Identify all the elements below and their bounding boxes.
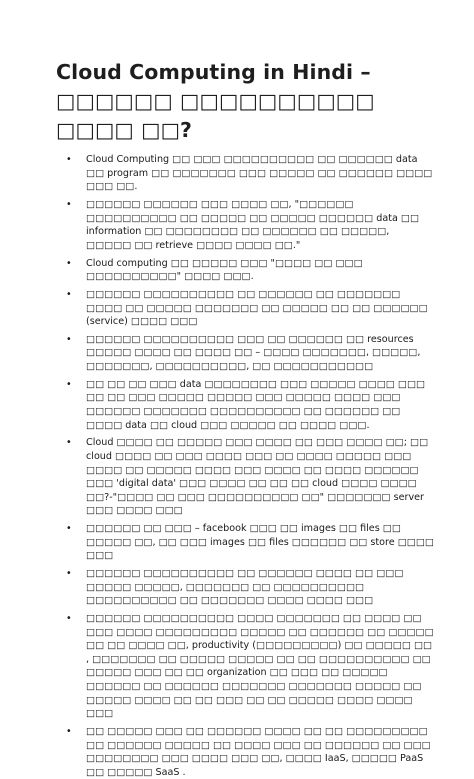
- list-item: • Cloud Computing □□ □□□ □□□□□□□□□□ □□ □□□□□□ data □□ program □□ □□□□□□□ □□□ □□□□□ □□ □□□□□□ □□□□ □□□ □□.: [86, 153, 436, 194]
- list-item: • □□□□□□ □□□□□□□□□□ □□□ □□ □□□□□□ □□ resources □□□□□ □□□□ □□ □□□□ □□ – □□□□ □□□□□□□, □□□□□, □□□□□□□, □□□□□□□□□□, □□ □□□□□□□□□□□: [86, 333, 436, 374]
- list-item: • Cloud computing □□ □□□□□ □□□ "□□□□ □□ □□□ □□□□□□□□□□" □□□□ □□□.: [86, 257, 436, 284]
- list-item: • □□□□□□ □□□□□□□□□□ □□ □□□□□□ □□□□ □□ □□□ □□□□□ □□□□□, □□□□□□□ □□ □□□□□□□□□□ □□□□□□□□□□ □□ □□□□□□□ □□□□ □□□□ □□□: [86, 567, 436, 608]
- document-title: Cloud Computing in Hindi – □□□□□□ □□□□□□□□□□ □□□□ □□?: [56, 60, 375, 142]
- list-item: • □□□□□□ □□ □□□ – facebook □□□ □□ images □□ files □□ □□□□□ □□, □□ □□□ images □□ files □□□□□□ □□ store □□□□ □□□: [86, 522, 436, 563]
- list-item: • Cloud □□□□ □□ □□□□□ □□□ □□□□ □□ □□□ □□□□ □□; □□ cloud □□□□ □□ □□□ □□□□ □□□ □□ □□□□ □□□□□ □□□ □□□□ □□ □□□□□ □□□□ □□□ □□□□ □□ □□□□ □□□□□□ □□□ 'digital data' □□□ □□□□ □□ □□ □□ cloud □□□□ □□□□ □□?-"□□□□ □□ □□□ □□□□□□□□□□ □□" □□□□□□□ server □□□ □□□□ □□□: [86, 436, 436, 518]
- list-item: • □□ □□ □□ □□□ data □□□□□□□□ □□□ □□□□□ □□□□ □□□ □□ □□ □□□ □□□□□ □□□□□ □□□ □□□□□ □□□□ □□□ □□□□□□ □□□□□□□ □□□□□□□□□□ □□ □□□□□□ □□ □□□□ data □□ cloud □□□ □□□□□ □□ □□□□ □□□.: [86, 378, 436, 432]
- list-item: • □□□□□□ □□□□□□□□□□ □□ □□□□□□ □□ □□□□□□□ □□□□ □□ □□□□□ □□□□□□□ □□ □□□□□ □□ □□ □□□□□□ (service) □□□□ □□□: [86, 288, 436, 329]
- list-item: • □□ □□□□□ □□□ □□ □□□□□□ □□□□ □□ □□ □□□□□□□□□ □□ □□□□□□ □□□□□ □□ □□□□ □□□ □□ □□□□□□ □□ □□□ □□□□□□□□ □□□ □□□□ □□□ □□, □□□□ IaaS, □□□□□ PaaS □□ □□□□□ SaaS .: [86, 725, 436, 779]
- list-item: • □□□□□□ □□□□□□ □□□ □□□□ □□, "□□□□□□ □□□□□□□□□□ □□ □□□□□ □□ □□□□□ □□□□□□ data □□ information □□ □□□□□□□□ □□ □□□□□□ □□ □□□□□, □□□□□ □□ retrieve □□□□ □□□□ □□.": [86, 198, 436, 252]
- bullet-list: [56, 153, 436, 779]
- list-item: • □□□□□□ □□□□□□□□□□ □□□□ □□□□□□□ □□ □□□□ □□ □□□ □□□□ □□□□□□□□□ □□□□□ □□ □□□□□□ □□ □□□□□ □□ □□ □□□□ □□, productivity (□□□□□□□□□) □□ □□□□□ □□ , □□□□□□□ □□ □□□□□ □□□□□ □□ □□ □□□□□□□□□□ □□ □□□□□ □□□ □□ □□ organization □□ □□□ □□ □□□□□ □□□□□□ □□ □□□□□□ □□□□□□□ □□□□□□□ □□□□□ □□ □□□□□ □□□□ □□ □□ □□□ □□ □□ □□□□□ □□□□ □□□□ □□□: [86, 612, 436, 721]
